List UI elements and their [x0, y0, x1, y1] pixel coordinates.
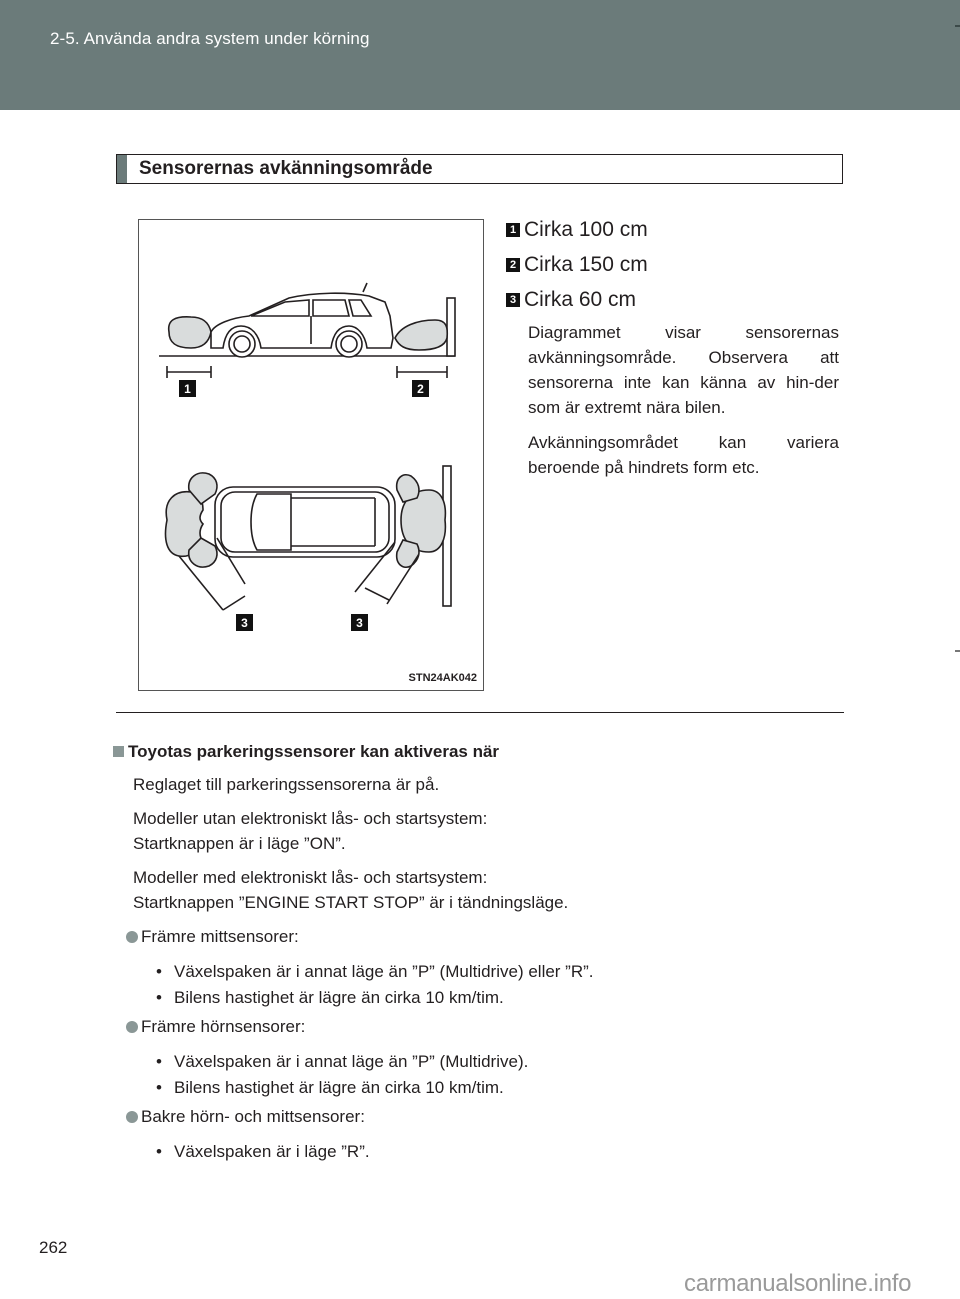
section-title-accent: [117, 155, 127, 183]
figure-code: STN24AK042: [408, 672, 477, 684]
bullet-item: [156, 985, 853, 1010]
chapter-header: [0, 0, 960, 110]
description-paragraph: Diagrammet visar sensorernas avkänningsområde. Observera att sensorerna inte kan känna av hin-der som är extremt nära bilen.: [528, 323, 839, 417]
bullet-icon: •: [156, 988, 162, 1007]
bullet-list: [156, 959, 853, 1010]
bullet-text: Bilens hastighet är lägre än cirka 10 km/tim.: [174, 988, 504, 1007]
svg-text:3: 3: [241, 616, 248, 630]
legend-item: [506, 212, 648, 247]
section-title: Sensorernas avkänningsområde: [139, 158, 433, 179]
paragraph: [133, 865, 853, 915]
legend-text: Cirka 150 cm: [524, 252, 648, 276]
group-title-text: Främre hörnsensorer:: [141, 1017, 306, 1036]
bullet-text: Växelspaken är i annat läge än ”P” (Multidrive) eller ”R”.: [174, 962, 594, 981]
figure-label-2: [412, 380, 429, 397]
bullet-icon: •: [156, 1142, 162, 1161]
circle-bullet-icon: [126, 931, 138, 943]
legend-item: [506, 282, 648, 317]
paragraph-line: Modeller med elektroniskt lås- och startsystem:: [133, 868, 488, 887]
figure-label-1: [179, 380, 196, 397]
car-sensor-illustration: [139, 220, 485, 692]
circle-bullet-icon: [126, 1021, 138, 1033]
figure-label-3-right: [351, 614, 368, 631]
paragraph: Reglaget till parkeringssensorerna är på.: [133, 775, 440, 794]
bullet-icon: •: [156, 962, 162, 981]
bullet-item: [156, 1139, 853, 1164]
paragraph-line: Modeller utan elektroniskt lås- och startsystem:: [133, 809, 488, 828]
paragraph-line: Startknappen ”ENGINE START STOP” är i tändningsläge.: [133, 893, 569, 912]
bullet-item: [156, 959, 853, 984]
chapter-title: 2-5. Använda andra system under körning: [50, 29, 370, 48]
legend-text: Cirka 100 cm: [524, 217, 648, 241]
sensor-group-title: [126, 1104, 853, 1129]
svg-text:3: 3: [356, 616, 363, 630]
paragraph-line: Startknappen är i läge ”ON”.: [133, 834, 346, 853]
svg-text:1: 1: [184, 382, 191, 396]
section-title-box: [116, 154, 843, 184]
bullet-item: [156, 1075, 853, 1100]
group-title-text: Bakre hörn- och mittsensorer:: [141, 1107, 365, 1126]
square-bullet-icon: [113, 746, 124, 757]
legend-item: [506, 247, 648, 282]
legend-number: 3: [506, 293, 520, 307]
bullet-list: [156, 1139, 853, 1164]
bullet-text: Bilens hastighet är lägre än cirka 10 km/tim.: [174, 1078, 504, 1097]
page-number: 262: [39, 1238, 68, 1257]
activation-section: [113, 739, 853, 1168]
bullet-text: Växelspaken är i annat läge än ”P” (Multidrive).: [174, 1052, 529, 1071]
bullet-text: Växelspaken är i läge ”R”.: [174, 1142, 370, 1161]
crop-mark: [955, 650, 960, 652]
sensor-group-title: [126, 1014, 853, 1039]
paragraph: [133, 806, 853, 856]
description-paragraph: Avkänningsområdet kan variera beroende på hindrets form etc.: [528, 433, 839, 477]
figure-label-3-left: [236, 614, 253, 631]
legend-number: 2: [506, 258, 520, 272]
svg-text:2: 2: [417, 382, 424, 396]
bullet-icon: •: [156, 1052, 162, 1071]
divider: [116, 712, 844, 713]
legend-number: 1: [506, 223, 520, 237]
bullet-list: [156, 1049, 853, 1100]
sensor-range-figure: [138, 219, 484, 691]
activation-heading-text: Toyotas parkeringssensorer kan aktiveras när: [128, 742, 500, 761]
group-title-text: Främre mittsensorer:: [141, 927, 299, 946]
legend-text: Cirka 60 cm: [524, 287, 637, 311]
circle-bullet-icon: [126, 1111, 138, 1123]
activation-heading: [113, 739, 853, 764]
watermark-link[interactable]: carmanualsonline.info: [684, 1270, 912, 1297]
figure-description: [528, 320, 839, 490]
figure-legend: [506, 212, 648, 317]
sensor-group-title: [126, 924, 853, 949]
bullet-item: [156, 1049, 853, 1074]
bullet-icon: •: [156, 1078, 162, 1097]
crop-mark: [955, 25, 960, 27]
